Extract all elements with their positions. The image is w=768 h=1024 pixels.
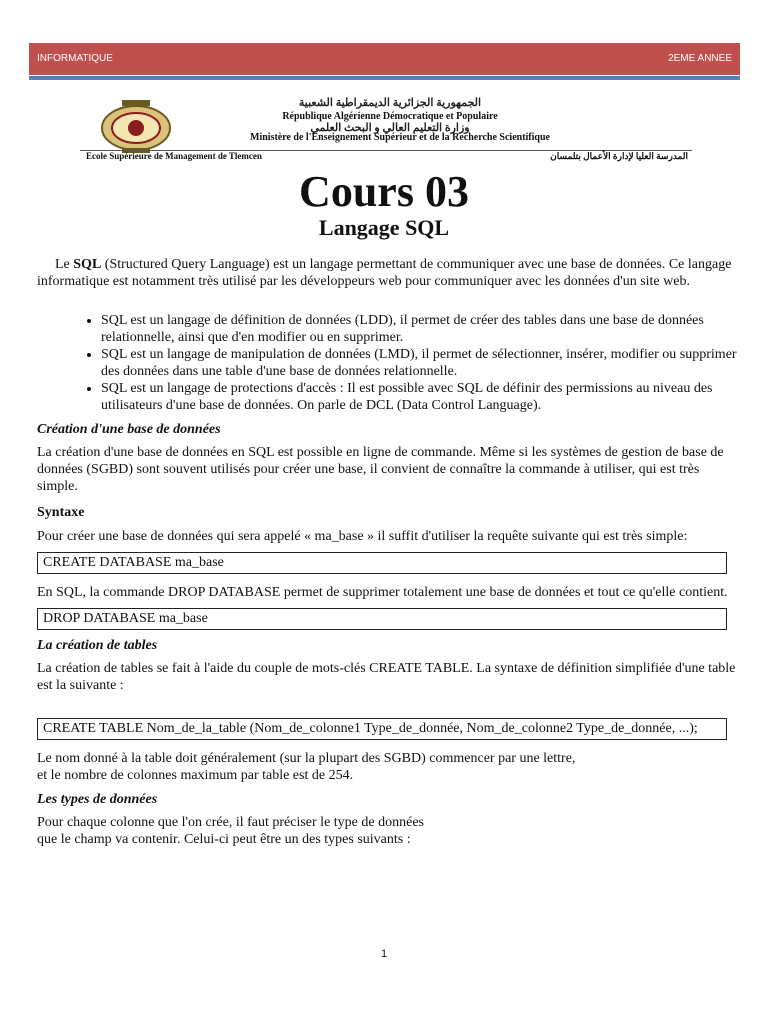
intro-pre: Le xyxy=(55,257,74,272)
french-republic-line: République Algérienne Démocratique et Populaire xyxy=(282,111,498,122)
intro-post: (Structured Query Language) est un langage permettant de communiquer avec une base de données. Ce langage informatique est notamment très utilisé par les développeurs web pour communiquer avec les données d'un site web. xyxy=(37,257,732,289)
school-name-french: Ecole Supérieure de Management de Tlemcen xyxy=(86,151,262,161)
intro-paragraph xyxy=(37,256,737,290)
school-name-arabic: المدرسة العليا لإدارة الأعمال بتلمسان xyxy=(550,151,688,161)
code-box-create-table: CREATE TABLE Nom_de_la_table (Nom_de_colonne1 Type_de_donnée, Nom_de_colonne2 Type_de_donnée, ...); xyxy=(37,718,727,740)
section-heading-types: Les types de données xyxy=(37,792,158,807)
tables-paragraph: La création de tables se fait à l'aide du couple de mots-clés CREATE TABLE. La syntaxe de définition simplifiée d'une table est la suivante : xyxy=(37,661,736,693)
document-body xyxy=(37,256,737,848)
arabic-ministry-line: وزارة التعليم العالي و البحث العلمي xyxy=(310,122,470,134)
school-seal-icon xyxy=(96,98,176,154)
table-name-line-1: Le nom donné à la table doit généralement (sur la plupart des SGBD) commencer par une lettre, xyxy=(37,751,576,766)
drop-paragraph: En SQL, la commande DROP DATABASE permet de supprimer totalement une base de données et tout ce qu'elle contient. xyxy=(37,585,728,600)
course-title: Cours 03 xyxy=(299,167,469,216)
types-line-1: Pour chaque colonne que l'on crée, il faut préciser le type de données xyxy=(37,815,424,830)
header-rule xyxy=(29,76,740,80)
course-subtitle: Langage SQL xyxy=(318,215,450,240)
header-subject: INFORMATIQUE xyxy=(37,53,113,64)
section-heading-creation-db: Création d'une base de données xyxy=(37,422,221,437)
french-ministry-line: Ministère de l'Enseignement Supérieur et de la Recherche Scientifique xyxy=(250,132,550,143)
creation-db-paragraph: La création d'une base de données en SQL est possible en ligne de commande. Même si les systèmes de gestion de base de données (SGBD) sont souvent utilisés pour créer une base, il convient de connaître la commande à utiliser, qui est très simple. xyxy=(37,445,724,494)
table-name-line-2: et le nombre de colonnes maximum par table est de 254. xyxy=(37,768,354,783)
code-box-drop-database: DROP DATABASE ma_base xyxy=(37,608,727,630)
document-header-band xyxy=(29,43,740,75)
list-item: • SQL est un langage de protections d'accès : Il est possible avec SQL de définir des permissions au niveau des utilisateurs d'une base de données. On parle de DCL (Data Control Language). xyxy=(101,380,737,414)
section-heading-syntax: Syntaxe xyxy=(37,505,85,520)
intro-sql-term: SQL xyxy=(73,257,102,272)
arabic-republic-line: الجمهورية الجزائرية الديمقراطية الشعبية xyxy=(298,97,482,109)
code-box-create-database: CREATE DATABASE ma_base xyxy=(37,552,727,574)
types-line-2: que le champ va contenir. Celui-ci peut être un des types suivants : xyxy=(37,832,411,847)
sql-features-list xyxy=(37,312,737,414)
institution-letterhead xyxy=(80,92,700,164)
section-heading-tables: La création de tables xyxy=(37,638,158,653)
list-item: • SQL est un langage de manipulation de données (LMD), il permet de sélectionner, insérer, modifier ou supprimer des données dans une table d'une base de données relationnelle. xyxy=(101,346,737,380)
syntax-paragraph: Pour créer une base de données qui sera appelé « ma_base » il suffit d'utiliser la requête suivante qui est très simple: xyxy=(37,529,688,544)
list-item: • SQL est un langage de définition de données (LDD), il permet de créer des tables dans une base de données relationnelle, ainsi que d'en modifier ou en supprimer. xyxy=(101,312,737,346)
header-year: 2EME ANNEE xyxy=(668,53,732,64)
page-number: 1 xyxy=(380,948,388,960)
